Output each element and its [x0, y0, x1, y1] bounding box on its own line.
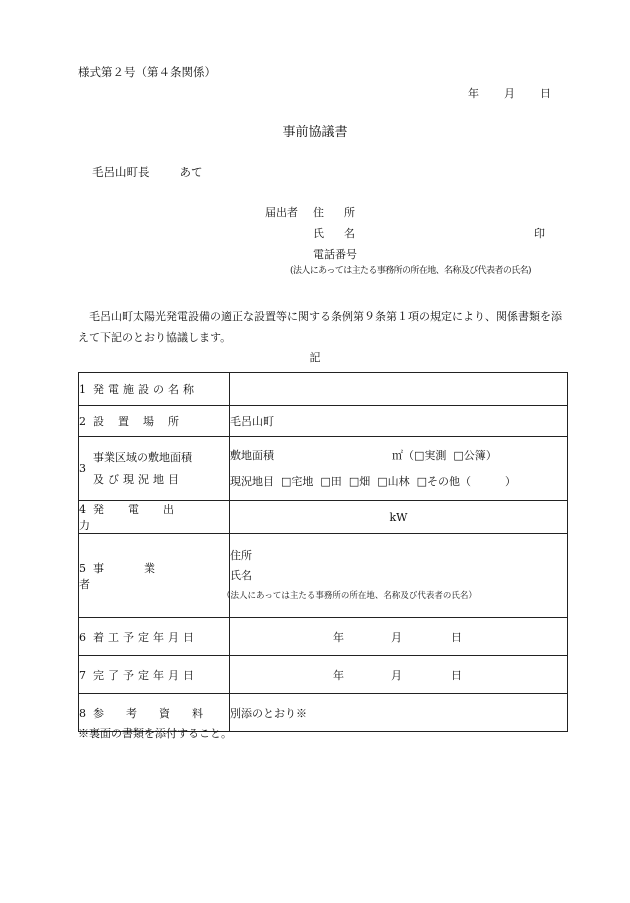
row-label-text: 設置場所	[93, 415, 193, 428]
start-month-label: 月	[391, 630, 402, 644]
row-label	[79, 437, 230, 501]
row-number: 6	[79, 630, 86, 644]
site-location-cell[interactable]: 毛呂山町	[230, 406, 568, 437]
residential-checkbox[interactable]: □宅地	[281, 474, 314, 488]
row-label-text: 発電施設の名称	[93, 383, 198, 396]
applicant-note: (法人にあっては主たる事務所の所在地、名称及び代表者の氏名)	[290, 266, 531, 276]
completion-day-label: 日	[451, 668, 462, 682]
table-row	[79, 534, 568, 618]
forest-checkbox[interactable]: □山林	[377, 474, 410, 488]
farm-field-checkbox[interactable]: □畑	[348, 474, 371, 488]
table-row	[79, 618, 568, 656]
output-unit: kW	[389, 510, 408, 524]
area-label: 敷地面積	[230, 448, 274, 462]
seal-mark: 印	[534, 227, 545, 240]
area-landuse-cell	[230, 437, 568, 501]
completion-date-cell[interactable]	[230, 656, 568, 694]
row-label	[79, 406, 230, 437]
row-number: 4	[79, 503, 86, 516]
footnote: ※裏面の書類を添付すること。	[78, 727, 232, 740]
table-row	[79, 373, 568, 406]
date-day-label: 日	[540, 87, 551, 100]
row-label-text: 発電出力	[79, 503, 198, 532]
start-day-label: 日	[451, 630, 462, 644]
table-row	[79, 437, 568, 501]
row-number: 1	[79, 383, 86, 396]
table-row	[79, 406, 568, 437]
form-number: 様式第２号（第４条関係）	[78, 65, 216, 79]
row-label	[79, 534, 230, 618]
row-label	[79, 618, 230, 656]
operator-note: （法人にあっては主たる事務所の所在地、名称及び代表者の氏名）	[222, 590, 477, 601]
land-label: 現況地目	[230, 474, 274, 488]
applicant-name-label: 氏名	[313, 227, 375, 240]
land-close: ）	[505, 474, 517, 488]
operator-address-label[interactable]: 住所	[230, 548, 252, 562]
applicant-label: 届出者	[265, 206, 298, 219]
table-row	[79, 501, 568, 534]
row-number: 3	[79, 462, 86, 475]
date-year-label: 年	[468, 87, 479, 100]
row-label-text: 着工予定年月日	[93, 630, 198, 644]
reference-cell[interactable]: 別添のとおり※	[230, 694, 568, 732]
measured-checkbox[interactable]: □実測	[414, 448, 447, 462]
addressee-name: 毛呂山町長	[92, 165, 150, 179]
date-month-label: 月	[504, 87, 515, 100]
submission-date	[468, 87, 551, 100]
registry-checkbox[interactable]: □公簿	[453, 448, 486, 462]
row-label	[79, 373, 230, 406]
start-year-label: 年	[333, 630, 344, 644]
other-checkbox[interactable]: □その他（	[416, 474, 472, 488]
applicant-address-label: 住所	[313, 206, 375, 219]
start-date-cell[interactable]	[230, 618, 568, 656]
row-label-text: 完了予定年月日	[93, 668, 198, 682]
row-label-text: 参考資料	[93, 706, 225, 720]
row-label	[79, 656, 230, 694]
row-number: 7	[79, 668, 86, 682]
completion-month-label: 月	[391, 668, 402, 682]
output-cell[interactable]	[230, 501, 568, 534]
completion-year-label: 年	[333, 668, 344, 682]
row-label	[79, 501, 230, 534]
row-number: 2	[79, 415, 86, 428]
area-unit: ㎡（	[392, 448, 414, 462]
row-number: 8	[79, 706, 86, 720]
addressee	[92, 166, 203, 180]
document-title: 事前協議書	[282, 125, 348, 140]
facility-name-cell[interactable]	[230, 373, 568, 406]
ki-heading: 記	[309, 351, 321, 364]
row-label-text: 事業者	[79, 561, 195, 591]
table-row	[79, 694, 568, 732]
operator-name-label[interactable]: 氏名	[230, 568, 252, 582]
addressee-suffix: あて	[179, 165, 203, 179]
applicant-phone-label: 電話番号	[313, 248, 357, 261]
row-label	[79, 694, 230, 732]
table-row	[79, 656, 568, 694]
body-text: 毛呂山町太陽光発電設備の適正な設置等に関する条例第９条第１項の規定により、関係書類を添えて下記のとおり協議します。	[78, 310, 562, 344]
operator-cell	[222, 534, 568, 618]
row-number: 5	[79, 561, 86, 575]
consultation-table	[78, 372, 568, 732]
area-close: ）	[485, 448, 497, 462]
row-label-line2: 及び現況地目	[93, 472, 183, 486]
rice-field-checkbox[interactable]: □田	[320, 474, 342, 488]
row-label-line1: 事業区域の敷地面積	[93, 450, 192, 464]
